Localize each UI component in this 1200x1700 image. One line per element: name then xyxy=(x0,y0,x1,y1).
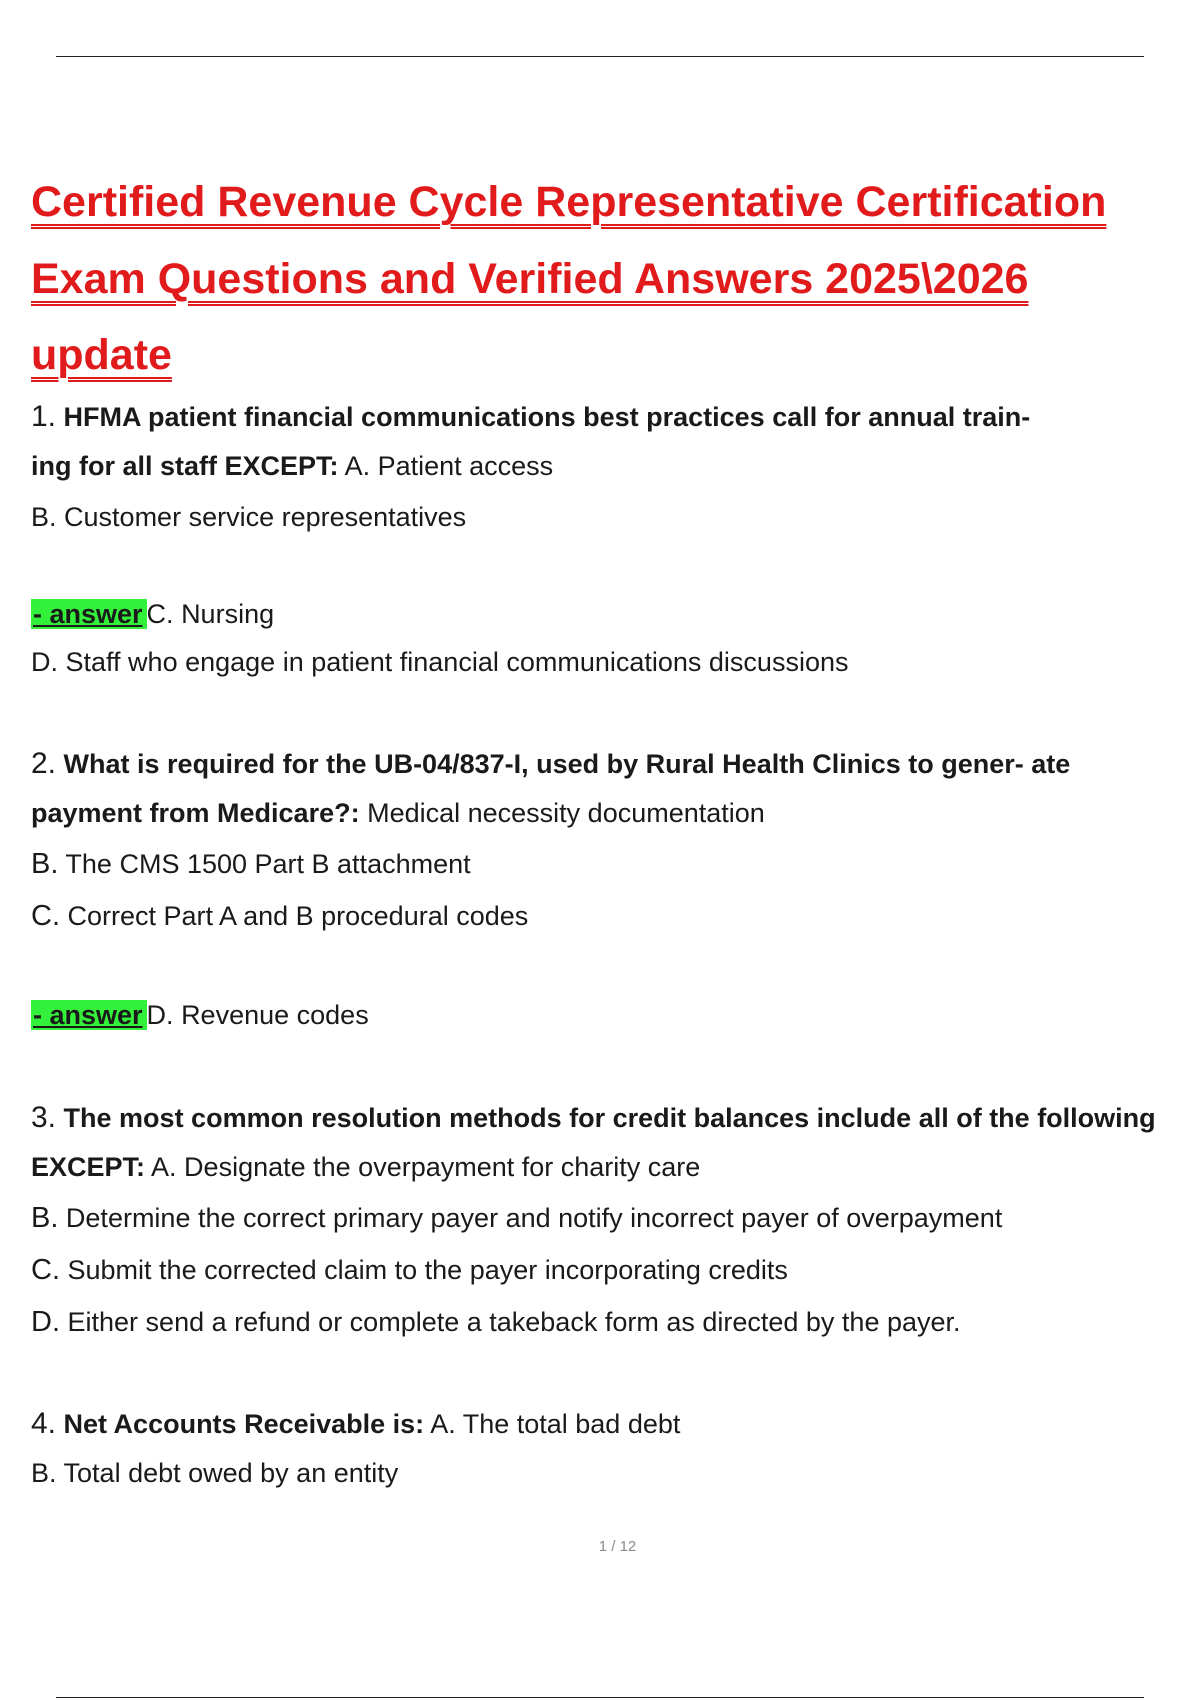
question-number: 2. xyxy=(31,747,57,780)
question-3-option-c xyxy=(31,1252,788,1288)
option-letter: D. xyxy=(31,647,58,677)
title-line-2: Exam Questions and Verified Answers 2025\2026 xyxy=(31,254,1029,303)
question-text: The most common resolution methods for credit balances include all of the following xyxy=(63,1103,1156,1133)
question-text: Net Accounts Receivable is: xyxy=(63,1409,425,1439)
option-letter: C. xyxy=(146,599,174,629)
option-text: Staff who engage in patient financial communications discussions xyxy=(65,647,849,677)
question-2-option-c xyxy=(31,898,528,934)
option-text: The CMS 1500 Part B attachment xyxy=(65,849,471,879)
question-text: HFMA patient financial communications best practices call for annual train- xyxy=(63,402,1031,432)
option-letter: B. xyxy=(31,502,57,532)
option-letter: B. xyxy=(31,1458,57,1488)
option-text: Correct Part A and B procedural codes xyxy=(67,901,529,931)
question-4-stem xyxy=(31,1406,680,1442)
question-4-option-b xyxy=(31,1455,398,1491)
option-text: Nursing xyxy=(181,599,275,629)
option-letter: D. xyxy=(146,1000,174,1030)
bottom-rule xyxy=(56,1697,1144,1698)
option-a: Medical necessity documentation xyxy=(367,798,765,828)
question-text: What is required for the UB-04/837-I, used by Rural Health Clinics to gener- ate xyxy=(63,749,1071,779)
question-number: 3. xyxy=(31,1101,57,1134)
question-text: payment from Medicare?: xyxy=(31,798,360,828)
option-text: Submit the corrected claim to the payer incorporating credits xyxy=(67,1255,788,1285)
option-text: Either send a refund or complete a takeback form as directed by the payer. xyxy=(67,1307,961,1337)
question-2-stem xyxy=(31,746,1070,782)
option-letter: C. xyxy=(31,900,60,932)
question-2-option-b xyxy=(31,846,471,882)
option-a: A. The total bad debt xyxy=(430,1409,681,1439)
title-line-1: Certified Revenue Cycle Representative Certification xyxy=(31,178,1107,226)
question-1-option-b xyxy=(31,499,466,535)
option-letter: B. xyxy=(31,848,59,880)
document-title xyxy=(31,164,1181,394)
option-letter: C. xyxy=(31,1254,60,1286)
question-text: EXCEPT: xyxy=(31,1152,146,1182)
top-rule xyxy=(56,56,1144,57)
question-1-answer xyxy=(31,596,274,632)
question-3-option-d xyxy=(31,1304,961,1340)
question-3-option-b xyxy=(31,1200,1002,1236)
question-3-stem xyxy=(31,1100,1156,1136)
option-a: A. Patient access xyxy=(344,451,554,481)
question-1-option-d xyxy=(31,644,848,680)
question-2-answer xyxy=(31,997,369,1033)
option-letter: B. xyxy=(31,1202,59,1234)
answer-highlight: - answer xyxy=(31,1000,147,1030)
question-number: 4. xyxy=(31,1407,57,1440)
question-1-stem xyxy=(31,399,1030,435)
question-3-stem-cont xyxy=(31,1149,700,1185)
option-text: Determine the correct primary payer and notify incorrect payer of overpayment xyxy=(65,1203,1003,1233)
question-text: ing for all staff EXCEPT: xyxy=(31,451,339,481)
page-indicator: 1 / 12 xyxy=(598,1538,637,1555)
answer-highlight: - answer xyxy=(31,599,147,629)
option-text: Total debt owed by an entity xyxy=(63,1458,399,1488)
question-number: 1. xyxy=(31,400,57,433)
title-line-3: update xyxy=(31,331,172,379)
option-letter: D. xyxy=(31,1306,60,1338)
option-a: A. Designate the overpayment for charity care xyxy=(151,1152,701,1182)
option-text: Revenue codes xyxy=(181,1000,369,1030)
question-1-stem-cont xyxy=(31,448,553,484)
question-2-stem-cont xyxy=(31,795,765,831)
option-text: Customer service representatives xyxy=(64,502,467,532)
